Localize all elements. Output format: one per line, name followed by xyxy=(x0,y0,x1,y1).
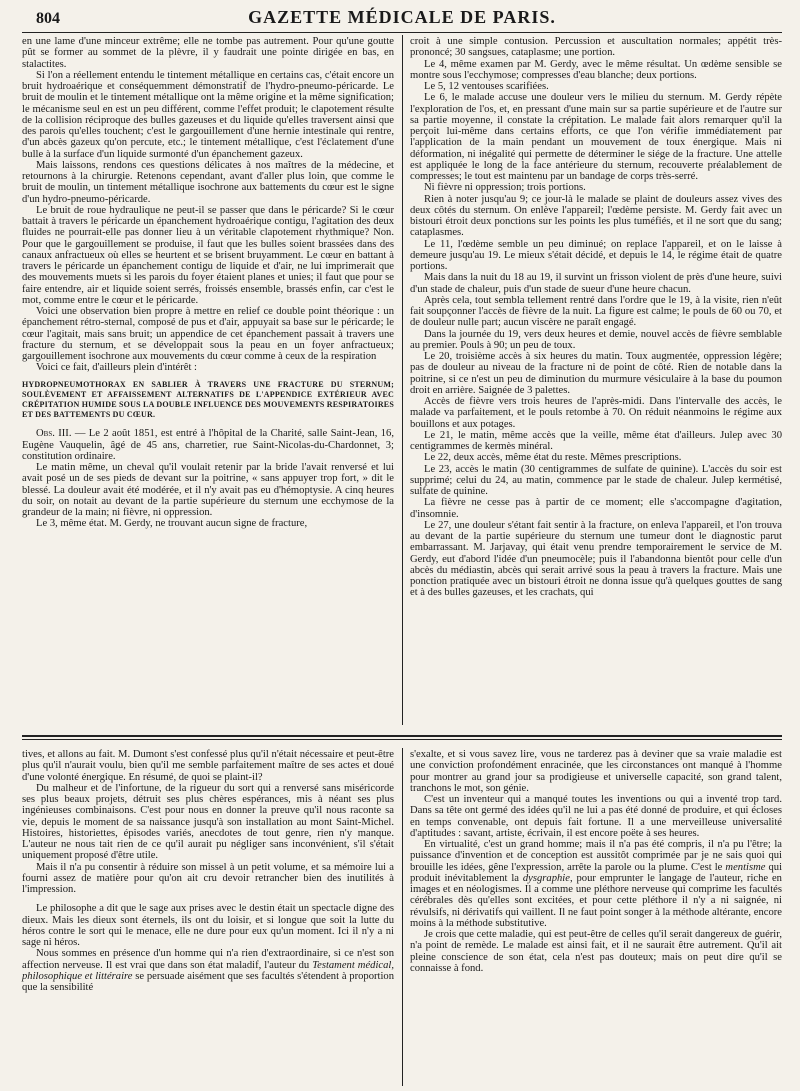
observation-label: Obs. III. xyxy=(36,428,72,440)
paragraph: Après cela, tout sembla tellement rentré dans l'ordre que le 19, à la visite, rien n'eût fait soupçonner l'accès de fièvre de la nuit. La figure est calme; le pouls de 60 ou 70, et de douleur nulle part; aucun viscère ne paraît engagé. xyxy=(410,294,782,329)
paragraph: croit à une simple contusion. Percussion et auscultation normales; appétit très-prononcé; 30 sangsues, cataplasme; une portion. xyxy=(410,36,782,59)
paragraph: Le 22, deux accès, même état du reste. Mêmes prescriptions. xyxy=(424,452,682,464)
bottom-left-column xyxy=(22,749,394,993)
observation-intro xyxy=(22,428,394,462)
journal-title: GAZETTE MÉDICALE DE PARIS. xyxy=(248,7,556,27)
paragraph xyxy=(22,948,394,993)
paragraph: Le 27, une douleur s'étant fait sentir à la fracture, on enleva l'appareil, et l'on trouva au devant de la partie supérieure du sternum une tumeur dont le diagnostic parut embarrassant. M. Jarjavay, qui était venu prendre temporairement le service de M. Gerdy, eut d'abord l'idée d'un pneumocèle; puis il l'abandonna bientôt pour celle d'un abcès du médiastin, abcès qui serait arrivé sous la peau à travers la fracture. Mais une ponction pratiquée avec un bistouri étroit ne donna issue qu'à quelques gouttes de sang et à des bulles gazeuses, et les crachats, qui xyxy=(410,519,782,599)
paragraph: Le bruit de roue hydraulique ne peut-il se passer que dans le péricarde? Si le cœur battait à travers le péricarde un épanchement hydroaérique contigu, l'agitation des deux fluides ne pourrait-elle pas donner lieu à un véritable clapotement rhythmique? Non. Pour que le gargouillement se produise, il faut que les bulles soient brassées dans des canaux anfractueux où elles se heurtent et se brisent bruyamment. Le cœur en battant à travers le péricarde un épanchement contigu de liquide et d'air, ne lui imprimerait que des mouvements muets si les parois du foyer étaient planes et unies; il faut que pour se faire entendre, air et liquide soient serrés, froissés ensemble, brassés enfin, car c'est le mot, comme entre le cœur et le péricarde. xyxy=(22,204,394,306)
paragraph: Le 11, l'œdème semble un peu diminué; on replace l'appareil, et on le laisse à demeure jusqu'au 19. Le mieux s'était décidé, et depuis le 14, le régime était de quatre portions. xyxy=(410,238,782,272)
page-number: 804 xyxy=(36,10,60,27)
column-divider-top xyxy=(402,35,403,725)
paragraph: en une lame d'une minceur extrême; elle ne tombe pas autrement. Pour qu'une goutte pût se former au sommet de la plèvre, il y faudrait une pointe dirigée en bas, en stalactites. xyxy=(22,36,394,70)
paragraph: Si l'on a réellement entendu le tintement métallique en certains cas, c'était encore un bruit hydroaérique et conséquemment démonstratif de l'hydro-pneumo-péricarde. Le bruit de moulin et le tintement métallique ont la même origine et la même signification; le mécanisme seul en est un peu différent, comme l'effet produit; le clapotement résulte de la collision réciproque des bulles gazeuses et du liquide qu'elles traversent ainsi que des parois qu'elles touchent; c'est le gargouillement d'une hernie intestinale qui rentre, d'un abcès gazeux qu'on percute, etc.; le tintement métallique, c'est l'éclatement d'une bulle à la surface d'un liquide surmonté d'un épanchement gazeux. xyxy=(22,69,394,160)
paragraph: Le 4, même examen par M. Gerdy, avec le même résultat. Un œdème sensible se montre sous l'ecchymose; compresses d'eau blanche; deux portions. xyxy=(410,58,782,81)
section-divider-thin xyxy=(22,739,782,740)
paragraph: Le 23, accès le matin (30 centigrammes de sulfate de quinine). L'accès du soir est supprimé; celui du 24, au matin, commence par le stade de chaleur. Julep kermétisé, sulfate de quinine. xyxy=(410,463,782,497)
top-left-column xyxy=(22,36,394,530)
paragraph: Le philosophe a dit que le sage aux prises avec le destin était un spectacle digne des dieux. Mais les dieux sont éternels, ils ont du loisir, et si longue que soit la lutte du héros contre le sort qui le menace, elle ne dure pour eux qu'un moment. Ici il n'y a ni sage ni héros. xyxy=(22,903,394,948)
column-divider-bottom xyxy=(402,748,403,1086)
text-run: qui produit inévitablement la xyxy=(410,861,783,884)
term-mentisme: mentisme xyxy=(725,861,766,873)
book-title: Testament médical, philosophique et littéraire xyxy=(22,959,394,982)
paragraph: tives, et allons au fait. M. Dumont s'est confessé plus qu'il n'était nécessaire et peut-être plus qu'il n'aurait voulu, bien qu'il me semble parfaitement maître de ses actes et doué d'une volonté énergique. En résumé, de quoi se plaint-il? xyxy=(22,749,394,783)
top-right-column xyxy=(410,36,782,599)
paragraph: Mais il n'a pu consentir à réduire son missel à un petit volume, et sa mémoire lui a fourni assez de matière pour qu'on ait cru devoir retrancher bien des inutilités à l'impression. xyxy=(22,861,394,895)
page-header xyxy=(22,4,782,30)
paragraph xyxy=(410,839,782,929)
paragraph: Le matin même, un cheval qu'il voulait retenir par la bride l'avait renversé et lui avait posé un de ses pieds de devant sur la poitrine, « sans appuyer trop fort, » dit le blessé. La douleur avait été modérée, et il n'y avait pas eu d'hémoptysie. A cinq heures du soir, on notait au devant de la partie supérieure du sternum une ecchymose de la grandeur de la main; ni fièvre, ni oppression. xyxy=(22,462,394,519)
paragraph: Dans la journée du 19, vers deux heures et demie, nouvel accès de fièvre semblable au premier. Pouls à 90; un peu de toux. xyxy=(410,328,782,351)
paragraph: C'est un inventeur qui a manqué toutes les inventions ou qui a inventé trop tard. Dans sa tête ont germé des idées qu'il ne lui a pas été donné de produire, et qui écloses en temps convenable, ont depuis fait fortune. Il a une merveilleuse universalité d'aptitudes : savant, artiste, écrivain, il est encore poëte à ses heures. xyxy=(410,794,782,839)
paragraph: Ni fièvre ni oppression; trois portions. xyxy=(424,182,586,194)
observation-heading: HYDROPNEUMOTHORAX EN SABLIER À TRAVERS UNE FRACTURE DU STERNUM; SOULÈVEMENT ET AFFAISSEMENT ALTERNATIFS DE L'APPENDICE EXTÉRIEUR AVEC CRÉPITATION HUMIDE SOUS LA DOUBLE INFLUENCE DES MOUVEMENTS RESPIRATOIRES ET DES BATTEMENTS DU CŒUR. xyxy=(22,379,394,420)
bottom-right-column xyxy=(410,749,782,974)
paragraph: Voici ce fait, d'ailleurs plein d'intérêt : xyxy=(36,362,198,374)
paragraph: Le 5, 12 ventouses scarifiées. xyxy=(424,81,549,92)
paragraph: s'exalte, et si vous savez lire, vous ne tarderez pas à deviner que sa vraie maladie est une conviction profondément enracinée, que les circonstances ont manqué à l'homme pour montrer au grand jour sa prodigieuse et universelle capacité, son grand talent, tranchons le mot, son génie. xyxy=(410,749,782,794)
text-run: En virtualité, c'est un grand homme; mais il n'a pas été compris, il n'a pu l'être; la puissance d'invention et de conception est aussitôt comprimée par je ne sais quoi qui brouille les idées, gêne l'expression, arrête la parole ou la plume. C'est le xyxy=(410,839,782,873)
text-run: se persuade aisément que ses facultés s'étendent à proportion que la sensibilité xyxy=(22,970,395,993)
paragraph: Accès de fièvre vers trois heures de l'après-midi. Dans l'intervalle des accès, le malade va parfaitement, et le pouls retombe à 70. On réduit néanmoins le régime aux bouillons et aux potages. xyxy=(410,396,782,430)
observation-text: — Le 2 août 1851, est entré à l'hôpital de la Charité, salle Saint-Jean, 16, Eugène Vauquelin, âgé de 45 ans, charretier, rue Saint-Nicolas-du-Chardonnet, 3; constitution ordinaire. xyxy=(22,428,394,462)
paragraph: Le 21, le matin, même accès que la veille, même état d'ailleurs. Julep avec 30 centigrammes de kermès minéral. xyxy=(410,429,782,452)
paragraph: La fièvre ne cesse pas à partir de ce moment; elle s'accompagne d'agitation, d'insomnie. xyxy=(410,497,782,520)
paragraph: Du malheur et de l'infortune, de la rigueur du sort qui a renversé sans miséricorde ses plus beaux projets, détruit ses plus chères espérances, mis à néant ses plus ingénieuses combinaisons. C'est pour nous en donner la preuve qu'il nous raconte sa vie, depuis le moment de sa naissance jusqu'à son installation au mont Saint-Michel. Histoires, historiettes, épisodes variés, anecdotes de tout genre, rien n'y manque. L'auteur ne nous tait rien de ce qu'il aurait pu négliger sans inconvénient, s'il s'était uniquement proposé d'être utile. xyxy=(22,782,394,862)
text-run: Nous sommes en présence d'un homme qui n'a rien d'extraordinaire, si ce n'est son affection nerveuse. Il est vrai que dans son état maladif, l'auteur du xyxy=(22,948,394,971)
header-rule xyxy=(22,32,782,33)
text-run: , pour emprunter le langage de l'auteur, riche en images et en néologismes. Il a comme une pléthore nerveuse qui comprime les facultés cérébrales dès qu'elles sont excitées, et pour cette pléthore il n'y a ni saignée, ni révulsifs, ni dérivatifs qui vaillent. Il ne faut point songer à la méthode altérante, encore moins à la méthode substitutive. xyxy=(410,872,782,929)
paragraph: Rien à noter jusqu'au 9; ce jour-là le malade se plaint de douleurs assez vives des deux côtés du sternum. On enlève l'appareil; l'œdème persiste. M. Gerdy fait avec un bistouri étroit deux ponctions sur les points les plus tuméfiés, et il ne sort que du sang; cataplasmes. xyxy=(410,193,782,239)
paragraph: Je crois que cette maladie, qui est peut-être de celles qu'il serait dangereux de guérir, n'a point de remède. Le malade est ainsi fait, et il ne saurait être autrement. Qu'il ait pleine conscience de son état, cela n'est pas douteux; mais on peut dire qu'il se connaisse à fond. xyxy=(410,929,782,974)
paragraph: Le 20, troisième accès à six heures du matin. Toux augmentée, oppression légère; pas de douleur au niveau de la fracture ni de point de côté. Rien de notable dans la poitrine, si ce n'est un peu de diminution du murmure vésiculaire à la base du poumon droit en arrière. Saignée de 3 palettes. xyxy=(410,351,782,396)
term-dysgraphie: dysgraphie xyxy=(522,872,570,884)
paragraph: Mais laissons, rendons ces questions délicates à nos maîtres de la médecine, et retournons à la chirurgie. Retenons cependant, avant d'aller plus loin, que comme le bruit de moulin, un tintement métallique isochrone aux battements du cœur est le signe d'un hydro-pneumo-péricarde. xyxy=(22,159,394,205)
paragraph: Mais dans la nuit du 18 au 19, il survint un frisson violent de près d'une heure, suivi d'un stade de chaleur, puis d'un stade de sueur d'une heure chacun. xyxy=(410,272,782,295)
paragraph: Le 6, le malade accuse une douleur vers le milieu du sternum. M. Gerdy répète l'exploration de l'os, et, en pressant d'une main sur sa partie supérieure et de l'autre sur sa partie moyenne, il constate la crépitation. Le malade fait alors remarquer qu'il la perçoit lui-même dans certains efforts, ce que l'on vérifie immédiatement par l'application de la main pendant un mouvement de toux énergique. Mais ni déformation, ni inégalité qui permette de déterminer le siége de la fracture. Une attelle est appliquée le long de la face antérieure du sternum, recouverte préalablement de compresses; le tout est maintenu par un bandage de corps très-serré. xyxy=(410,92,782,182)
section-divider xyxy=(22,735,782,737)
paragraph: Voici une observation bien propre à mettre en relief ce double point théorique : un épanchement rétro-sternal, composé de pus et d'air, appuyait sa base sur le péricarde; le cœur l'agitait, mais sans bruit; un appendice de cet épanchement passait à travers une fracture du sternum, et se développait sous la peau en un foyer anfractueux; gargouillement isochrone aux mouvements du cœur comme à ceux de la respiration xyxy=(22,306,394,362)
paragraph: Le 3, même état. M. Gerdy, ne trouvant aucun signe de fracture, xyxy=(36,518,308,530)
